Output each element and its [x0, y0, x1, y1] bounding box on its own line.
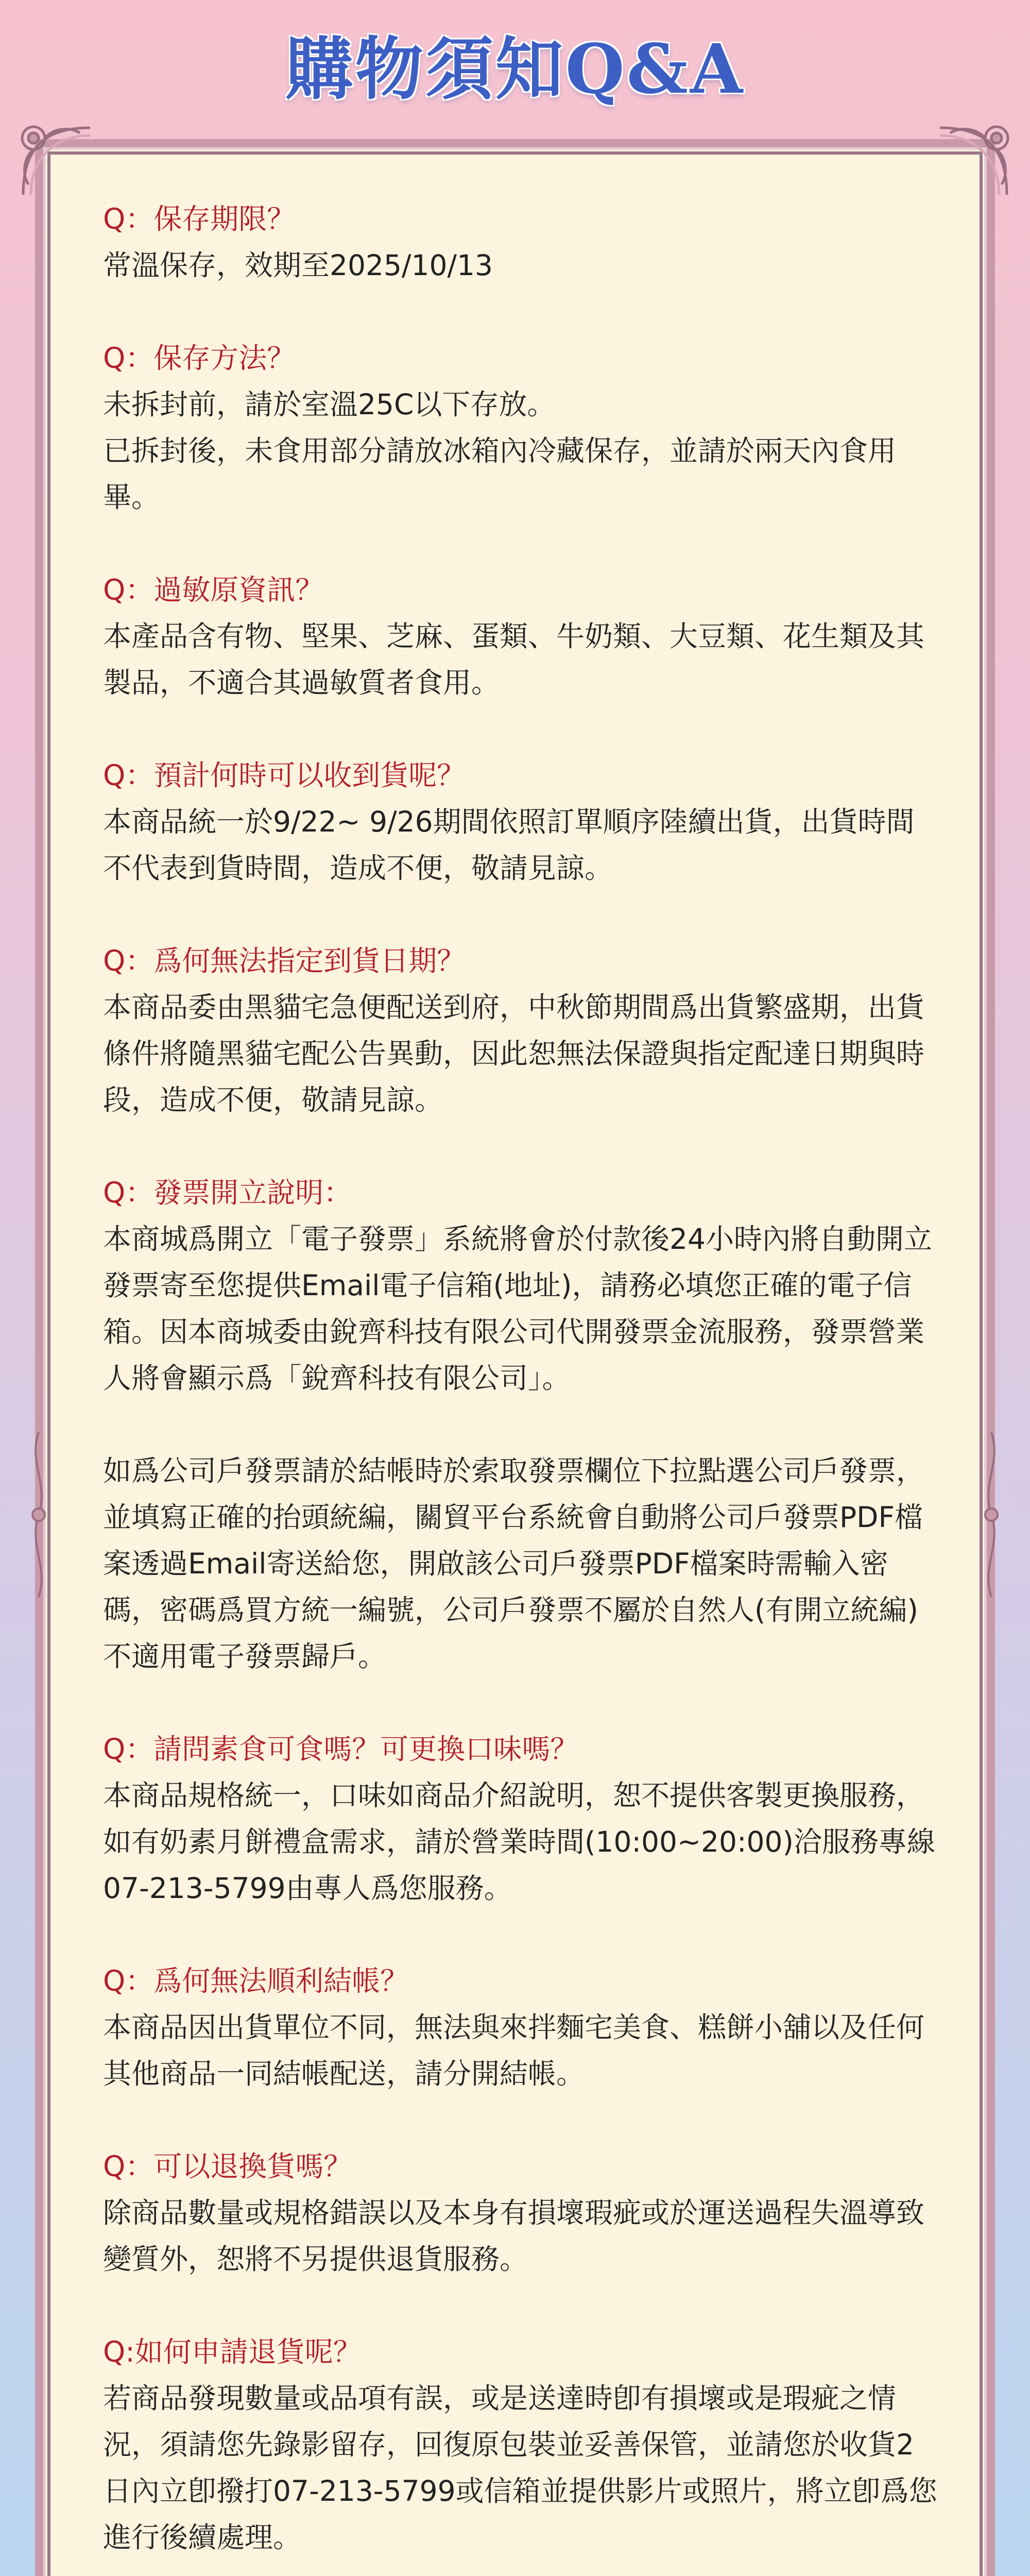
- qa-item: [103, 2329, 937, 2561]
- answer: 本商品統一於9/22~ 9/26期間依照訂單順序陸續出貨，出貨時間不代表到貨時間，造成不便，敬請見諒。: [103, 805, 915, 885]
- qa-item: [103, 752, 937, 891]
- answer: 未拆封前，請於室溫25C以下存放。: [103, 388, 556, 421]
- question: Q：預計何時可以收到貨呢？: [103, 759, 466, 792]
- qa-content: [103, 196, 937, 2576]
- question: Q：爲何無法指定到貨日期？: [103, 944, 466, 977]
- qa-item: [103, 1726, 937, 1911]
- question: Q：可以退換貨嗎？: [103, 2150, 352, 2183]
- question: Q：爲何無法順利結帳？: [103, 1964, 409, 1997]
- answer: 本產品含有物、堅果、芝麻、蛋類、牛奶類、大豆類、花生類及其製品，不適合其過敏質者食用。: [103, 620, 925, 699]
- answer: 本商品因出貨單位不同，無法與來拌麵宅美食、糕餅小舖以及任何其他商品一同結帳配送，請分開結帳。: [103, 2011, 925, 2090]
- question: Q：保存方法？: [103, 342, 296, 375]
- qa-item: [103, 335, 937, 520]
- question: Q：發票開立說明：: [103, 1176, 352, 1209]
- qa-item: [103, 1958, 937, 2097]
- answer: 本商城爲開立「電子發票」系統將會於付款後24小時內將自動開立發票寄至您提供Email電子信箱(地址)，請務必填您正確的電子信箱。因本商城委由銳齊科技有限公司代開發票金流服務，發票營業人將會顯示爲「銳齊科技有限公司」。: [103, 1223, 932, 1395]
- qa-item: [103, 567, 937, 706]
- qa-item: [103, 1170, 937, 1401]
- qa-item: [103, 2143, 937, 2282]
- answer: 本商品委由黑貓宅急便配送到府，中秋節期間爲出貨繁盛期，出貨條件將隨黑貓宅配公告異動，因此恕無法保證與指定配達日期與時段，造成不便，敬請見諒。: [103, 991, 925, 1116]
- answer: 已拆封後，未食用部分請放冰箱內冷藏保存，並請於兩天內食用畢。: [103, 434, 897, 514]
- question: Q：保存期限？: [103, 202, 296, 235]
- qa-item: [103, 938, 937, 1123]
- qa-item: [103, 1448, 937, 1680]
- answer: 除商品數量或規格錯誤以及本身有損壞瑕疵或於運送過程失溫導致變質外，恕將不另提供退貨服務。: [103, 2196, 925, 2276]
- question: Q：過敏原資訊？: [103, 573, 324, 606]
- answer: 本商品規格統一，口味如商品介紹說明，恕不提供客製更換服務，如有奶素月餅禮盒需求，請於營業時間(10:00~20:00)洽服務專線07-213-5799由專人爲您服務。: [103, 1779, 936, 1905]
- question: Q:如何申請退貨呢？: [103, 2335, 362, 2368]
- answer: 若商品發現數量或品項有誤，或是送達時卽有損壞或是瑕疵之情況，須請您先錄影留存，回復原包裝並妥善保管，並請您於收貨2日內立卽撥打07-213-5799或信箱並提供影片或照片，將立卽爲您進行後續處理。: [103, 2382, 937, 2554]
- qa-item: [103, 196, 937, 289]
- answer: 常溫保存，效期至2025/10/13: [103, 249, 493, 282]
- page-title: 購物須知Q&A: [285, 29, 745, 109]
- question: Q：請問素食可食嗎？可更換口味嗎？: [103, 1733, 579, 1766]
- answer: 如爲公司戶發票請於結帳時於索取發票欄位下拉點選公司戶發票，並填寫正確的抬頭統編，關貿平台系統會自動將公司戶發票PDF檔案透過Email寄送給您，開啟該公司戶發票PDF檔案時需輸入密碼，密碼爲買方統一編號，公司戶發票不屬於自然人(有開立統編)不適用電子發票歸戶。: [103, 1454, 925, 1673]
